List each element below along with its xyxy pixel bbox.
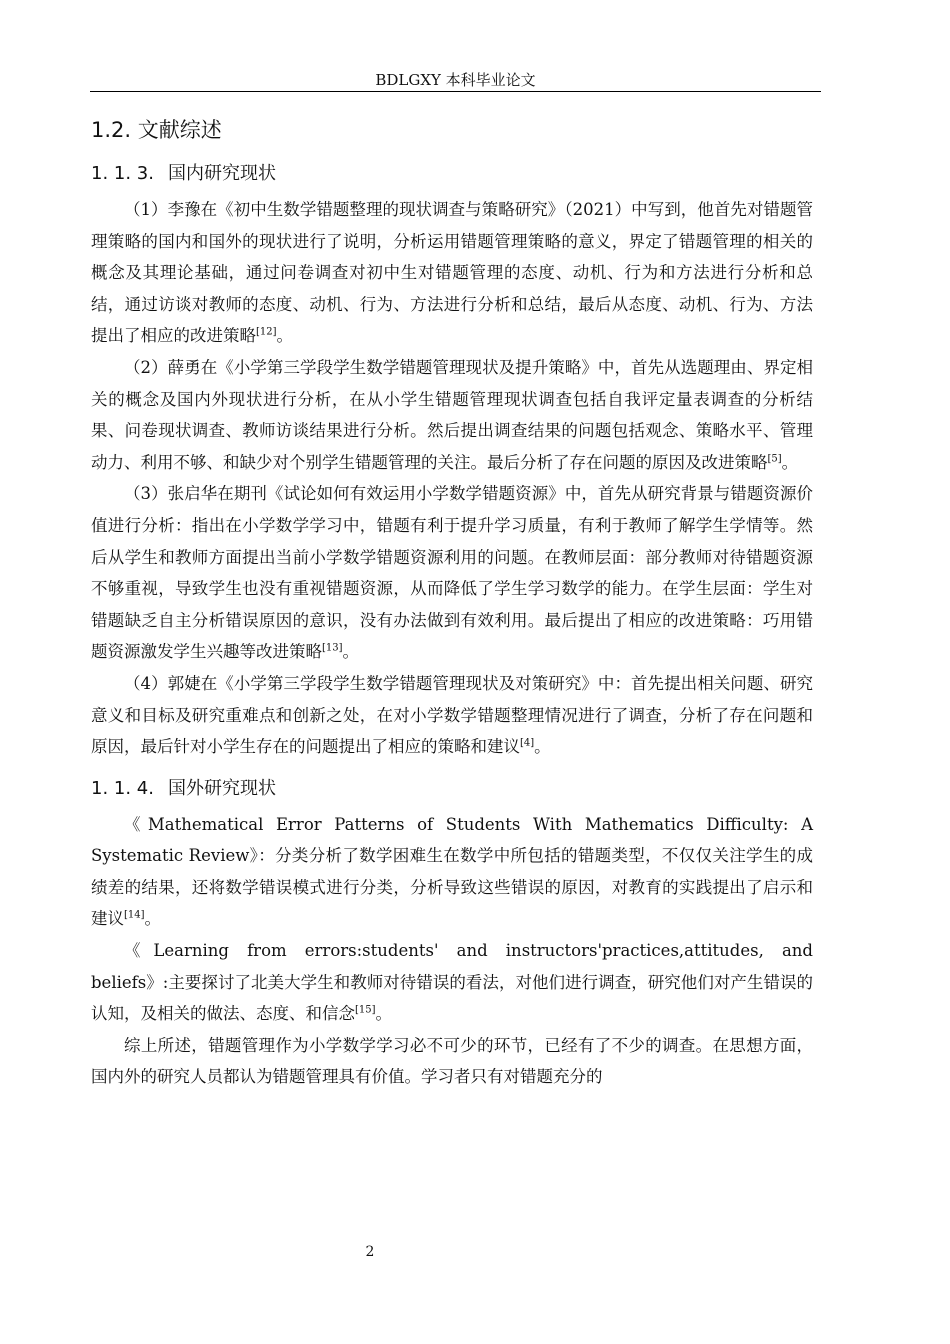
paragraph bbox=[91, 194, 813, 352]
section-spacer bbox=[91, 763, 813, 773]
subsection-number: 1. 1. 3. bbox=[91, 163, 154, 184]
section-heading bbox=[91, 112, 813, 148]
header-divider bbox=[90, 91, 821, 92]
subsection-title: 国外研究现状 bbox=[167, 777, 276, 799]
paragraph-text: （4）郭婕在《小学第三学段学生数学错题管理现状及对策研究》中：首先提出相关问题、研究意义和目标及研究重难点和创新之处，在对小学数学错题整理情况进行了调查，分析了存在问题和原因，最后针对小学生存在的问题提出了相应的策略和建议 bbox=[91, 673, 813, 757]
paragraph-end: 。 bbox=[375, 1004, 393, 1024]
paragraph-text: （3）张启华在期刊《试论如何有效运用小学数学错题资源》中，首先从研究背景与错题资源价值进行分析：指出在小学数学学习中，错题有利于提升学习质量，有利于教师了解学生学情等。然后从学生和教师方面提出当前小学数学错题资源利用的问题。在教师层面：部分教师对待错题资源不够重视，导致学生也没有重视错题资源，从而降低了学生学习数学的能力。在学生层面：学生对错题缺乏自主分析错误原因的意识，没有办法做到有效利用。最后提出了相应的改进策略：巧用错题资源激发学生兴趣等改进策略 bbox=[91, 484, 813, 662]
running-header: BDLGXY 本科毕业论文 bbox=[375, 71, 536, 89]
paragraph bbox=[91, 809, 813, 935]
paragraph bbox=[91, 668, 813, 763]
paragraph-text: 综上所述，错题管理作为小学数学学习必不可少的环节，已经有了不少的调查。在思想方面，国内外的研究人员都认为错题管理具有价值。学习者只有对错题充分的 bbox=[91, 1035, 813, 1087]
paragraph bbox=[91, 478, 813, 668]
paragraph-end: 。 bbox=[781, 452, 799, 472]
paragraph-text: 《Learning from errors:students' and instructors'practices,attitudes, and beliefs》:主要探讨了北美大学生和教师对待错误的看法，对他们进行调查，研究他们对产生错误的认知，及相关的做法、态度、和信念 bbox=[91, 941, 813, 1024]
paragraph-text: （2）薛勇在《小学第三学段学生数学错题管理现状及提升策略》中，首先从选题理由、界定相关的概念及国内外现状进行分析，在从小学生错题管理现状调查包括自我评定量表调查的分析结果、问卷现状调查、教师访谈结果进行分析。然后提出调查结果的问题包括观念、策略水平、管理动力、利用不够、和缺少对个别学生错题管理的关注。最后分析了存在问题的原因及改进策略 bbox=[91, 357, 813, 472]
paragraph bbox=[91, 1030, 813, 1093]
citation-marker: [5] bbox=[767, 453, 782, 465]
section-title: 文献综述 bbox=[137, 118, 222, 142]
subsection-number: 1. 1. 4. bbox=[91, 777, 154, 799]
citation-marker: [14] bbox=[124, 909, 145, 921]
paragraph-end: 。 bbox=[534, 737, 551, 757]
page-body bbox=[91, 112, 813, 1093]
paragraph-end: 。 bbox=[342, 642, 360, 662]
section-number: 1.2. bbox=[91, 118, 132, 142]
citation-marker: [12] bbox=[256, 326, 277, 338]
paragraph-end: 。 bbox=[276, 326, 294, 346]
paragraph-end: 。 bbox=[144, 909, 162, 929]
paragraph bbox=[91, 352, 813, 478]
subsection-title: 国内研究现状 bbox=[167, 163, 276, 184]
paragraph-text: 《Mathematical Error Patterns of Students With Mathematics Difficulty: A Systematic Review》：分类分析了数学困难生在数学中所包括的错题类型，不仅仅关注学生的成绩差的结果，还将数学错误模式进行分类，分析导致这些错误的原因，对教育的实践提出了启示和建议 bbox=[91, 814, 813, 929]
citation-marker: [13] bbox=[322, 642, 343, 654]
subsection-heading-foreign bbox=[91, 773, 813, 805]
citation-marker: [4] bbox=[520, 737, 535, 749]
subsection-heading-domestic bbox=[91, 158, 813, 190]
page-number: 2 bbox=[365, 1244, 375, 1260]
paragraph bbox=[91, 935, 813, 1030]
citation-marker: [15] bbox=[355, 1004, 376, 1016]
paragraph-text: （1）李豫在《初中生数学错题整理的现状调查与策略研究》（2021）中写到，他首先对错题管理策略的国内和国外的现状进行了说明，分析运用错题管理策略的意义，界定了错题管理的相关的概念及其理论基础，通过问卷调查对初中生对错题管理的态度、动机、行为和方法进行分析和总结，通过访谈对教师的态度、动机、行为、方法进行分析和总结，最后从态度、动机、行为、方法提出了相应的改进策略 bbox=[91, 200, 813, 346]
